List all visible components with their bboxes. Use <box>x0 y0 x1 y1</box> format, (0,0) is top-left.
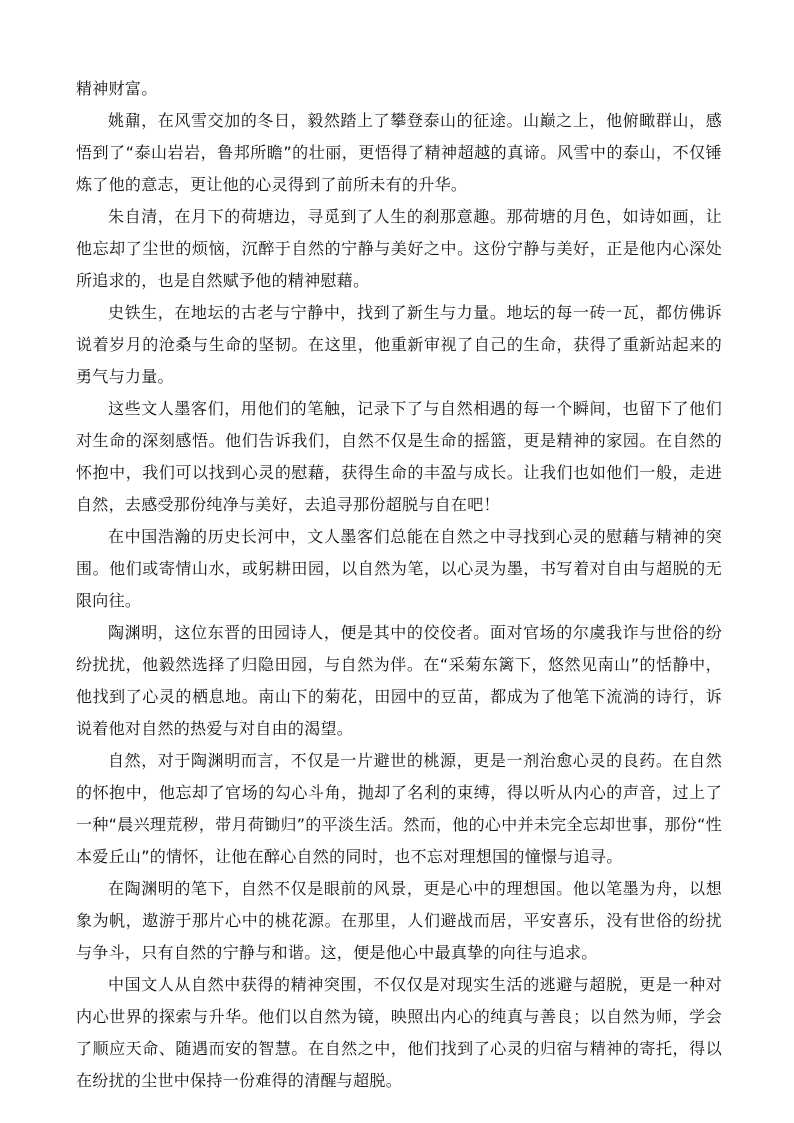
paragraph-yao-nai: 姚鼐，在风雪交加的冬日，毅然踏上了攀登泰山的征途。山巅之上，他俯瞰群山，感悟到了“泰山岩岩，鲁邦所瞻”的壮丽，更悟得了精神超越的真谛。风雪中的泰山，不仅锤炼了他的意志，更让他的心灵得到了前所未有的升华。 <box>76 111 722 194</box>
paragraph-history-intro: 在中国浩瀚的历史长河中，文人墨客们总能在自然之中寻找到心灵的慰藉与精神的突围。他们或寄情山水，或躬耕田园，以自然为笔，以心灵为墨，书写着对自由与超脱的无限向往。 <box>76 527 722 610</box>
paragraph-tao-yuanming: 陶渊明，这位东晋的田园诗人，便是其中的佼佼者。面对官场的尔虞我诈与世俗的纷纷扰扰，他毅然选择了归隐田园，与自然为伴。在“采菊东篱下，悠然见南山”的恬静中，他找到了心灵的栖息地。南山下的菊花，田园中的豆苗，都成为了他笔下流淌的诗行，诉说着他对自然的热爱与对自由的渴望。 <box>76 623 722 738</box>
document-body <box>76 73 722 1097</box>
paragraph-literati-summary: 这些文人墨客们，用他们的笔触，记录下了与自然相遇的每一个瞬间，也留下了他们对生命的深刻感悟。他们告诉我们，自然不仅是生命的摇篮，更是精神的家园。在自然的怀抱中，我们可以找到心灵的慰藉，获得生命的丰盈与成长。让我们也如他们一般，走进自然，去感受那份纯净与美好，去追寻那份超脱与自在吧！ <box>76 399 722 514</box>
paragraph-conclusion: 中国文人从自然中获得的精神突围，不仅仅是对现实生活的逃避与超脱，更是一种对内心世界的探索与升华。他们以自然为镜，映照出内心的纯真与善良；以自然为师，学会了顺应天命、随遇而安的智慧。在自然之中，他们找到了心灵的归宿与精神的寄托，得以在纷扰的尘世中保持一份难得的清醒与超脱。 <box>76 975 722 1090</box>
paragraph-shi-tiesheng: 史铁生，在地坛的古老与宁静中，找到了新生与力量。地坛的每一砖一瓦，都仿佛诉说着岁月的沧桑与生命的坚韧。在这里，他重新审视了自己的生命，获得了重新站起来的勇气与力量。 <box>76 303 722 386</box>
paragraph-continuation: 精神财富。 <box>76 79 158 98</box>
paragraph-zhu-ziqing: 朱自清，在月下的荷塘边，寻觅到了人生的刹那意趣。那荷塘的月色，如诗如画，让他忘却了尘世的烦恼，沉醉于自然的宁静与美好之中。这份宁静与美好，正是他内心深处所追求的，也是自然赋予他的精神慰藉。 <box>76 207 722 290</box>
paragraph-ideal-land: 在陶渊明的笔下，自然不仅是眼前的风景，更是心中的理想国。他以笔墨为舟，以想象为帆，遨游于那片心中的桃花源。在那里，人们避战而居，平安喜乐，没有世俗的纷扰与争斗，只有自然的宁静与和谐。这，便是他心中最真挚的向往与追求。 <box>76 879 722 962</box>
paragraph-nature-for-tao: 自然，对于陶渊明而言，不仅是一片避世的桃源，更是一剂治愈心灵的良药。在自然的怀抱中，他忘却了官场的勾心斗角，抛却了名利的束缚，得以听从内心的声音，过上了一种“晨兴理荒秽，带月荷锄归”的平淡生活。然而，他的心中并未完全忘却世事，那份“性本爱丘山”的情怀，让他在醉心自然的同时，也不忘对理想国的憧憬与追寻。 <box>76 751 722 866</box>
